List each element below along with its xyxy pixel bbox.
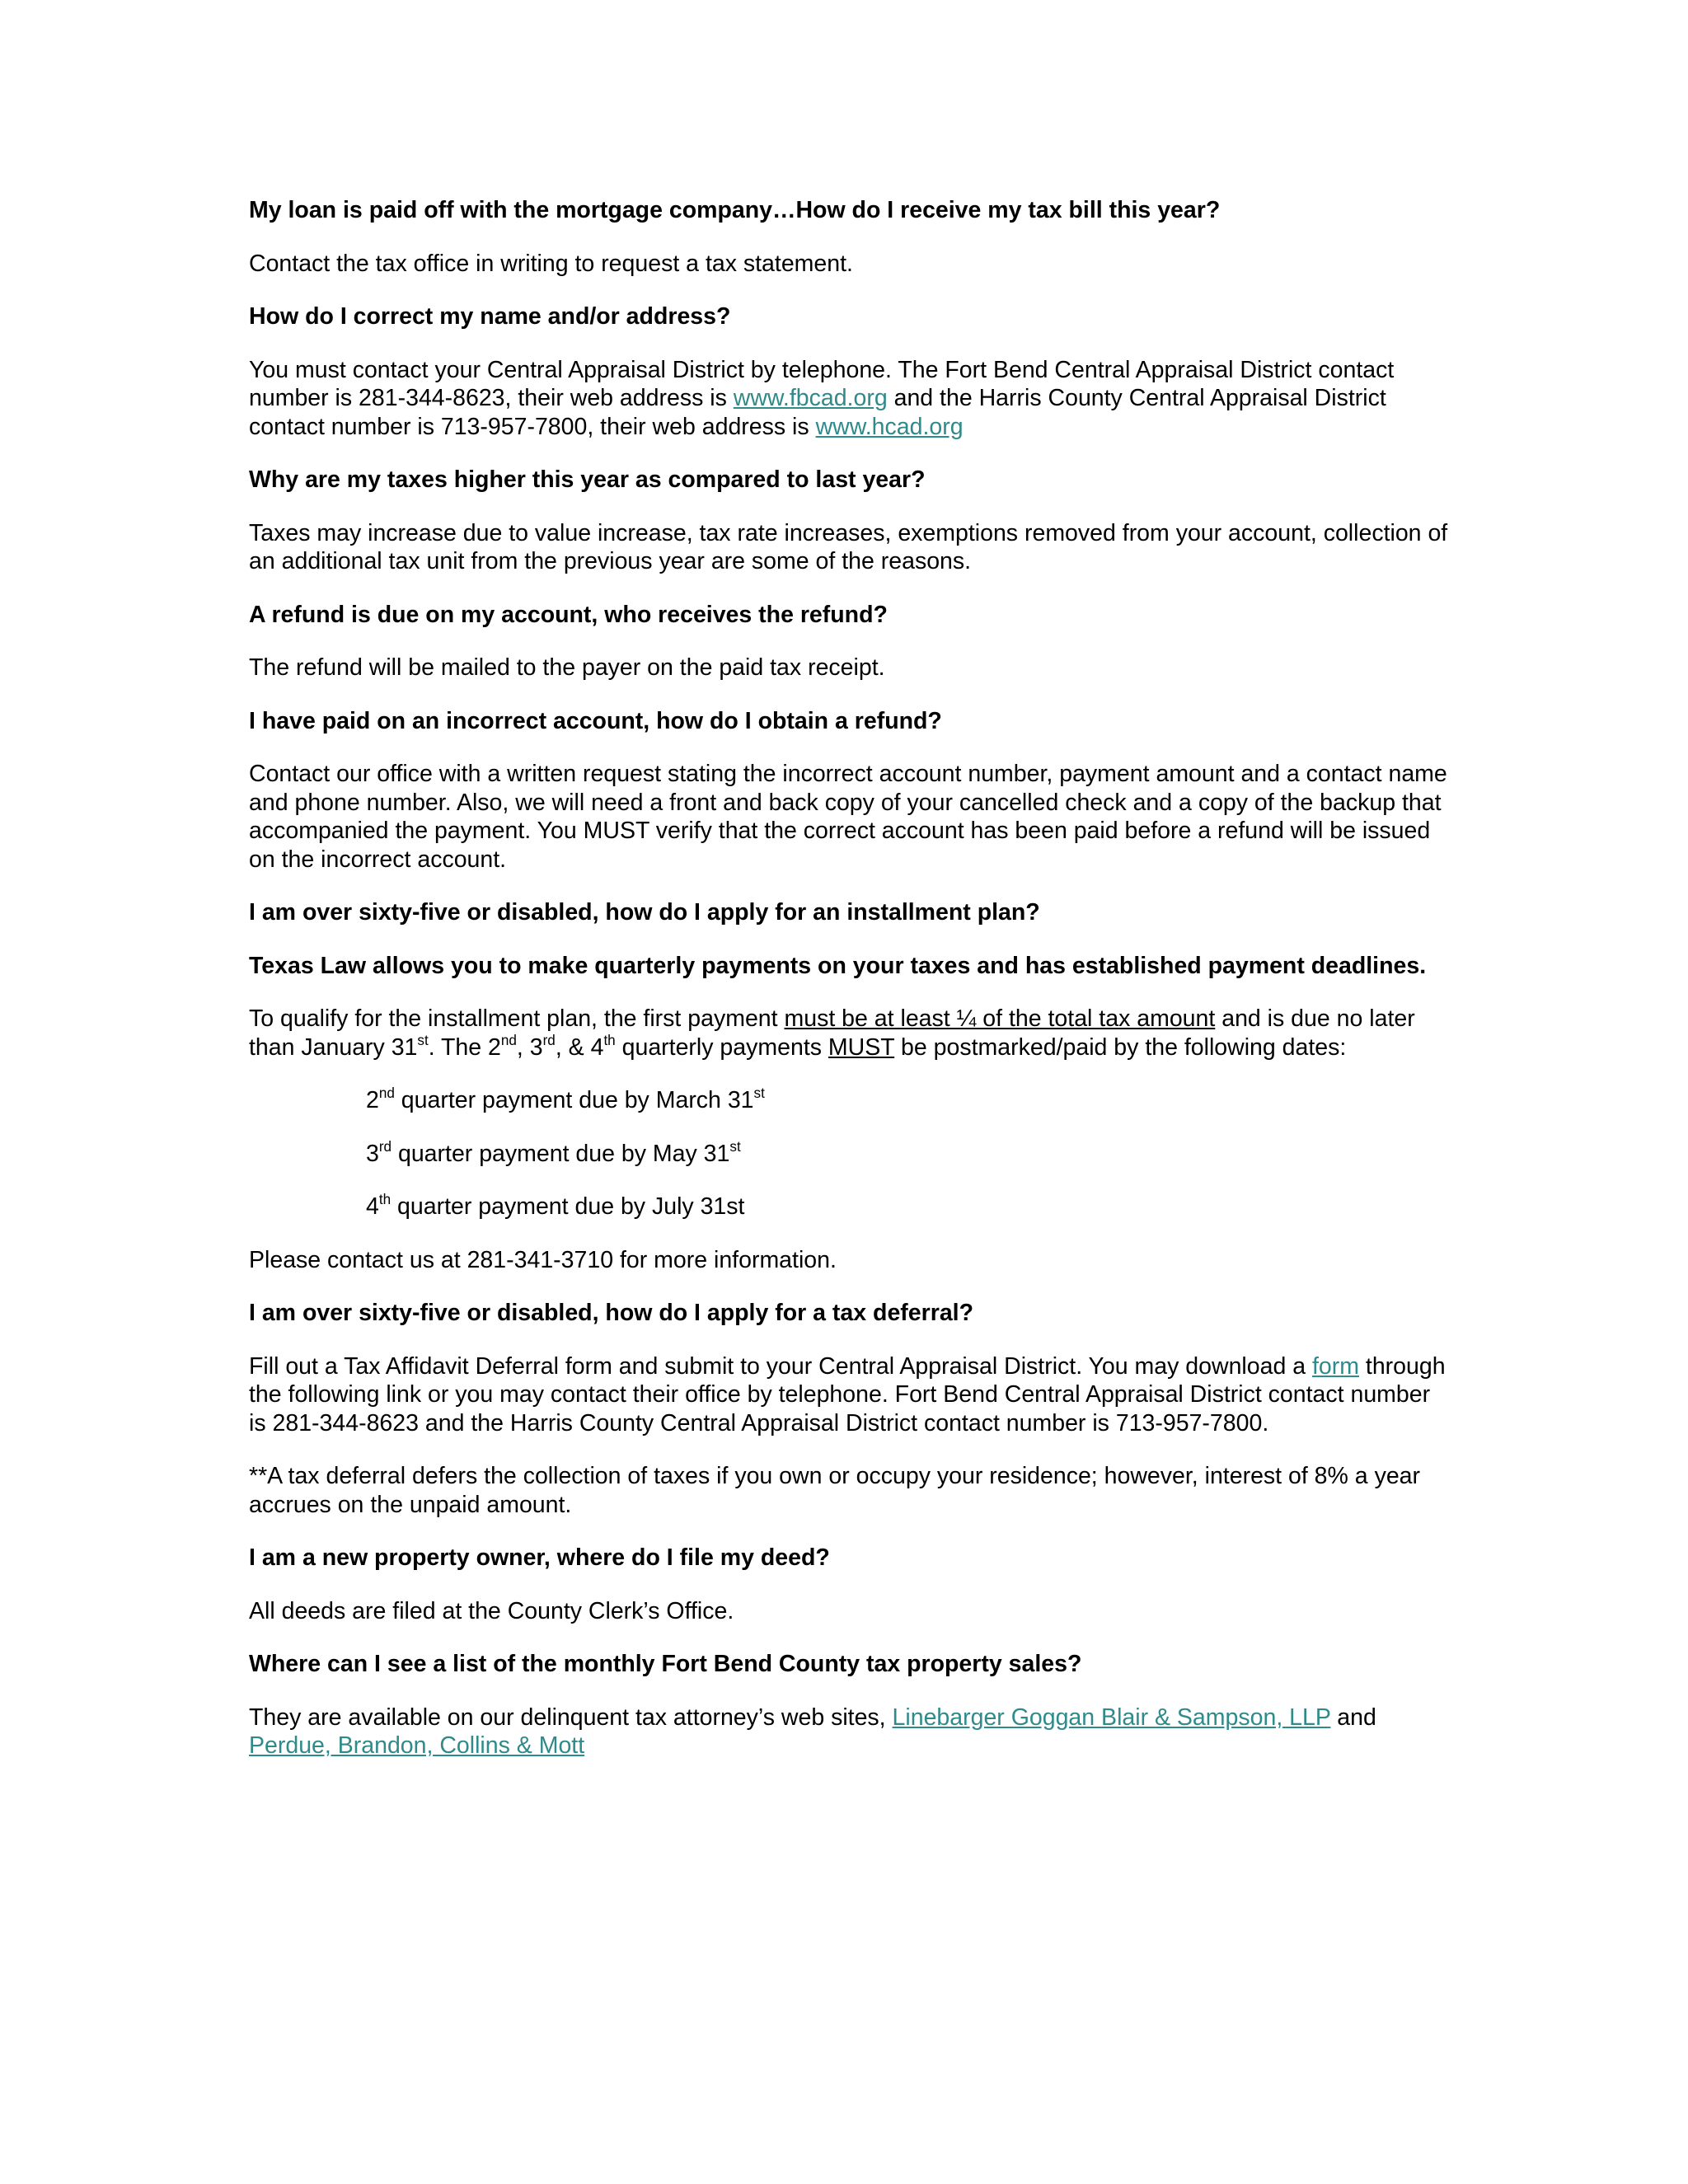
answer-text: be postmarked/paid by the following dates: [894,1033,1347,1061]
faq-document [249,196,1452,1785]
underlined-text: MUST [828,1033,895,1061]
superscript: th [378,1192,392,1208]
perdue-link[interactable]: Perdue, Brandon, Collins & Mott [249,1732,585,1759]
answer-taxes-higher: Taxes may increase due to value increase, tax rate increases, exemptions removed from your account, collection of an additional tax unit from the previous year are some of the reasons. [249,519,1448,574]
question-correct-name-address: How do I correct my name and/or address? [249,303,731,330]
payment-date-3rd-quarter [366,1140,1452,1169]
question-file-deed: I am a new property owner, where do I file my deed? [249,1544,830,1571]
date-text: quarter payment due by May 31 [392,1140,730,1167]
ordinal-number: 4 [366,1193,379,1220]
answer-tax-deferral [249,1352,1452,1438]
tax-deferral-note: **A tax deferral defers the collection of taxes if you own or occupy your residence; however, interest of 8% a year accrues on the unpaid amount. [249,1463,1421,1518]
linebarger-link[interactable]: Linebarger Goggan Blair & Sampson, LLP [892,1704,1331,1731]
payment-date-4th-quarter [366,1193,1452,1221]
answer-text: Fill out a Tax Affidavit Deferral form and submit to your Central Appraisal District. You may download a [249,1352,1312,1380]
question-loan-paid-off: My loan is paid off with the mortgage company…How do I receive my tax bill this year? [249,197,1221,223]
question-refund-due: A refund is due on my account, who receives the refund? [249,601,888,628]
answer-refund-due: The refund will be mailed to the payer on the paid tax receipt. [249,654,885,681]
date-text: quarter payment due by March 31 [394,1087,754,1113]
answer-text: quarterly payments [615,1033,828,1061]
answer-incorrect-account: Contact our office with a written request stating the incorrect account number, payment amount and a contact name and phone number. Also, we will need a front and back copy of your cancelled check and a copy of the backup that accompanied the payment. You MUST verify that the correct account has been paid before a refund will be issued on the incorrect account. [249,761,1447,873]
ordinal-number: 3 [366,1140,379,1167]
superscript: rd [542,1032,556,1048]
answer-text: and is due no later than January 31 [249,1005,1415,1061]
underlined-text: must be at least ¼ of the total tax amount [784,1005,1216,1032]
superscript: rd [378,1138,392,1155]
question-incorrect-account: I have paid on an incorrect account, how do I obtain a refund? [249,707,942,734]
superscript: st [753,1085,765,1102]
superscript: nd [378,1085,395,1102]
answer-text: , & 4 [555,1033,604,1061]
question-installment-plan: I am over sixty-five or disabled, how do I apply for an installment plan? [249,899,1040,926]
answer-text: and [1330,1704,1376,1731]
question-tax-deferral: I am over sixty-five or disabled, how do I apply for a tax deferral? [249,1300,973,1326]
date-text: quarter payment due by July 31st [391,1193,745,1220]
question-taxes-higher: Why are my taxes higher this year as compared to last year? [249,466,926,493]
answer-text: They are available on our delinquent tax attorney’s web sites, [249,1704,893,1731]
question-tax-property-sales: Where can I see a list of the monthly Fort Bend County tax property sales? [249,1651,1082,1677]
fbcad-link[interactable]: www.fbcad.org [733,385,888,411]
answer-text: To qualify for the installment plan, the first payment [249,1005,785,1032]
answer-text: and the Harris County Central Appraisal District contact number is 713-957-7800, their web address is [249,385,1386,440]
answer-tax-property-sales [249,1704,1452,1760]
superscript: th [603,1032,616,1048]
deferral-form-link[interactable]: form [1312,1352,1359,1380]
answer-correct-name-address [249,356,1452,442]
hcad-link[interactable]: www.hcad.org [815,413,964,440]
superscript: st [417,1032,429,1048]
contact-for-info: Please contact us at 281-341-3710 for more information. [249,1246,837,1273]
ordinal-number: 2 [366,1087,379,1113]
superscript: nd [500,1032,517,1048]
payment-date-2nd-quarter [366,1086,1452,1115]
answer-installment-plan [249,1005,1452,1062]
answer-text: , 3 [516,1033,543,1061]
installment-plan-law-note: Texas Law allows you to make quarterly payments on your taxes and has established payment deadlines. [249,952,1427,979]
answer-text: through the following link or you may contact their office by telephone. Fort Bend Central Appraisal District contact number is 281-344-8623 and the Harris County Central Appraisal District contact number is 713-957-7800. [249,1352,1446,1436]
answer-loan-paid-off: Contact the tax office in writing to request a tax statement. [249,250,853,277]
answer-text: You must contact your Central Appraisal District by telephone. The Fort Bend Central Appraisal District contact number is 281-344-8623, their web address is [249,356,1395,411]
superscript: st [729,1138,741,1155]
answer-text: . The 2 [428,1033,501,1061]
answer-file-deed: All deeds are filed at the County Clerk’s Office. [249,1597,734,1624]
